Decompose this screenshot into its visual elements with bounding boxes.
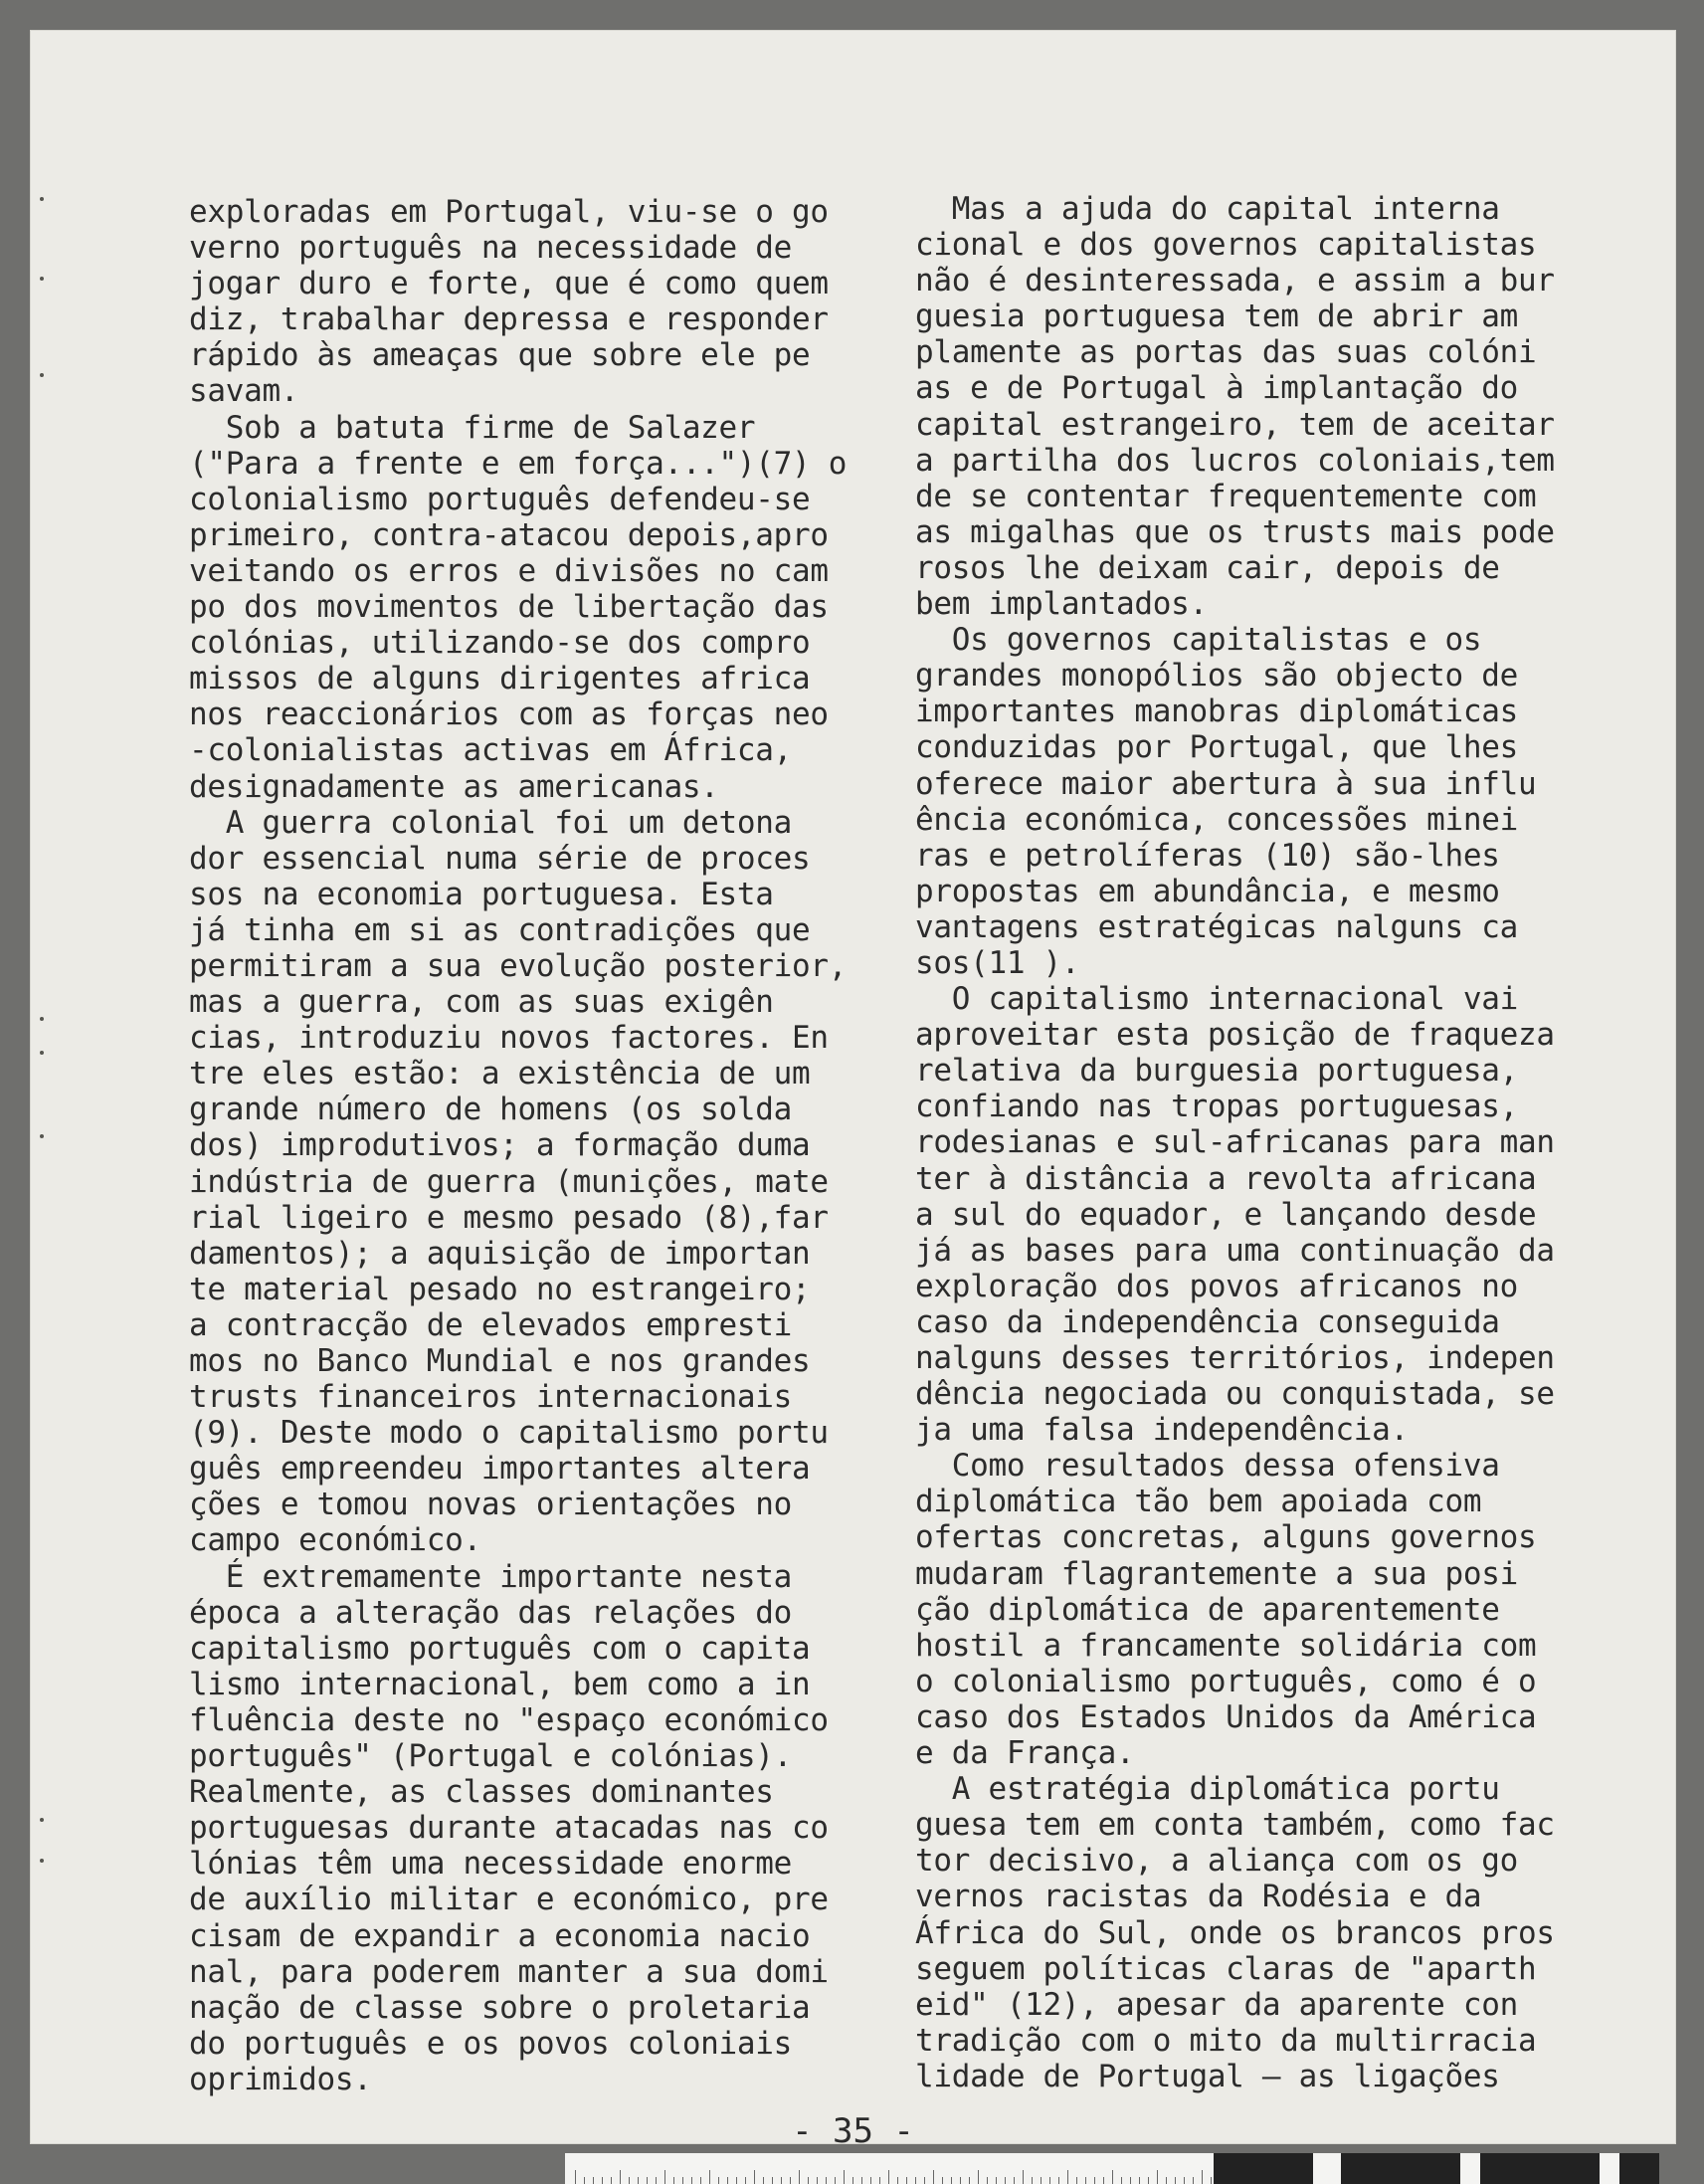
margin-mark <box>40 1051 44 1055</box>
ruler-tick <box>1023 2170 1024 2184</box>
text-line: capitalismo português com o capita <box>189 1630 811 1667</box>
text-line: Mas a ajuda do capital interna <box>915 191 1500 227</box>
text-line: jogar duro e forte, que é como quem <box>189 266 829 302</box>
text-line: hostil a francamente solidária com <box>915 1627 1537 1664</box>
text-line: Como resultados dessa ofensiva <box>915 1448 1500 1485</box>
text-line: confiando nas tropas portuguesas, <box>915 1089 1518 1125</box>
text-line: te material pesado no estrangeiro; <box>189 1271 811 1307</box>
ruler-tick <box>861 2177 862 2184</box>
margin-mark <box>40 197 44 201</box>
text-line: seguem políticas claras de "aparth <box>915 1950 1537 1987</box>
text-line: Os governos capitalistas e os <box>915 622 1482 659</box>
text-line: e da França. <box>915 1735 1135 1772</box>
text-line: O capitalismo internacional vai <box>915 981 1518 1018</box>
ruler-tick <box>808 2177 809 2184</box>
ruler-tick <box>638 2177 639 2184</box>
text-line: de se contentar frequentemente com <box>915 478 1537 514</box>
text-line: po dos movimentos de libertação das <box>189 589 829 626</box>
text-line: exploração dos povos africanos no <box>915 1268 1518 1304</box>
margin-mark <box>40 1134 44 1138</box>
ruler-tick <box>1121 2177 1122 2184</box>
ruler-tick <box>1184 2177 1185 2184</box>
ruler-tick <box>1103 2177 1104 2184</box>
text-line: portuguesas durante atacadas nas co <box>189 1810 829 1847</box>
ruler-tick <box>835 2177 836 2184</box>
text-line: rodesianas e sul-africanas para man <box>915 1124 1555 1161</box>
ruler-tick <box>584 2177 585 2184</box>
ruler-tick <box>1148 2177 1149 2184</box>
margin-mark <box>40 277 44 281</box>
margin-mark <box>40 373 44 377</box>
text-line: oprimidos. <box>189 2061 372 2097</box>
text-line: as e de Portugal à implantação do <box>915 370 1518 407</box>
ruler-tick <box>718 2177 719 2184</box>
text-line: sos na economia portuguesa. Esta <box>189 876 774 912</box>
margin-mark <box>40 1818 44 1822</box>
text-line: ência económica, concessões minei <box>915 801 1518 838</box>
text-line: ja uma falsa independência. <box>915 1412 1409 1449</box>
scale-ruler <box>565 2153 1659 2184</box>
ruler-tick <box>996 2177 997 2184</box>
ruler-tick <box>754 2170 755 2184</box>
text-line: diz, trabalhar depressa e responder <box>189 301 829 338</box>
text-line: exploradas em Portugal, viu-se o go <box>189 194 829 230</box>
ruler-tick <box>817 2177 818 2184</box>
text-line: propostas em abundância, e mesmo <box>915 873 1500 909</box>
text-line: conduzidas por Portugal, que lhes <box>915 729 1518 766</box>
text-line: tor decisivo, a aliança com os go <box>915 1843 1518 1880</box>
ruler-tick <box>1157 2170 1158 2184</box>
text-line: sos(11 ). <box>915 944 1080 981</box>
ruler-tick <box>897 2177 898 2184</box>
text-line: de auxílio militar e económico, pre <box>189 1882 829 1918</box>
ruler-tick <box>1130 2177 1131 2184</box>
ruler-tick <box>978 2170 979 2184</box>
text-line: damentos); a aquisição de importan <box>189 1235 811 1272</box>
text-line: É extremamente importante nesta <box>189 1558 792 1595</box>
ruler-tick <box>673 2177 674 2184</box>
text-line: -colonialistas activas em África, <box>189 732 792 769</box>
text-line: rosos lhe deixam cair, depois de <box>915 549 1500 586</box>
text-line: ção diplomática de aparentemente <box>915 1591 1500 1628</box>
text-line: eid" (12), apesar da aparente con <box>915 1986 1518 2023</box>
text-line: vernos racistas da Rodésia e da <box>915 1879 1482 1915</box>
ruler-tick <box>915 2177 916 2184</box>
ruler-tick <box>1014 2177 1015 2184</box>
ruler-tick <box>1211 2177 1212 2184</box>
text-line: designadamente as americanas. <box>189 768 719 805</box>
ruler-tick <box>1193 2177 1194 2184</box>
text-line: português" (Portugal e colónias). <box>189 1738 792 1775</box>
ruler-tick <box>727 2177 728 2184</box>
text-line: capital estrangeiro, tem de aceitar <box>915 406 1555 443</box>
text-line: a contracção de elevados empresti <box>189 1306 792 1343</box>
ruler-tick <box>664 2170 665 2184</box>
right-text-column <box>915 191 1646 2094</box>
text-line: ofertas concretas, alguns governos <box>915 1519 1537 1556</box>
ruler-tick <box>1112 2170 1113 2184</box>
ruler-tick <box>709 2170 710 2184</box>
text-line: lónias têm uma necessidade enorme <box>189 1846 792 1883</box>
ruler-tick <box>1067 2170 1068 2184</box>
ruler-tick <box>799 2170 800 2184</box>
left-text-column <box>189 194 895 2097</box>
text-line: cisam de expandir a economia nacio <box>189 1917 811 1954</box>
text-line: nal, para poderem manter a sua domi <box>189 1953 829 1990</box>
text-line: veitando os erros e divisões no cam <box>189 552 829 589</box>
ruler-tick <box>1049 2177 1050 2184</box>
text-line: guesia portuguesa tem de abrir am <box>915 298 1518 335</box>
text-line: guesa tem em conta também, como fac <box>915 1807 1555 1844</box>
text-line: caso dos Estados Unidos da América <box>915 1698 1537 1735</box>
text-line: bem implantados. <box>915 586 1208 623</box>
text-line: a sul do equador, e lançando desde <box>915 1196 1537 1233</box>
ruler-block <box>1480 2153 1600 2184</box>
ruler-tick <box>647 2177 648 2184</box>
text-line: colónias, utilizando-se dos compro <box>189 625 811 662</box>
text-line: aproveitar esta posição de fraqueza <box>915 1017 1555 1054</box>
ruler-tick <box>1032 2177 1033 2184</box>
text-line: Realmente, as classes dominantes <box>189 1774 774 1811</box>
text-line: importantes manobras diplomáticas <box>915 694 1518 730</box>
ruler-tick <box>1175 2177 1176 2184</box>
text-line: já tinha em si as contradições que <box>189 911 811 948</box>
ruler-tick <box>1005 2177 1006 2184</box>
text-line: dência negociada ou conquistada, se <box>915 1376 1555 1413</box>
margin-mark <box>40 1859 44 1863</box>
text-line: relativa da burguesia portuguesa, <box>915 1053 1518 1090</box>
text-line: missos de alguns dirigentes africa <box>189 661 811 697</box>
ruler-tick <box>870 2177 871 2184</box>
text-line: ter à distância a revolta africana <box>915 1160 1537 1197</box>
ruler-tick <box>700 2177 701 2184</box>
text-line: do português e os povos coloniais <box>189 2025 792 2062</box>
ruler-tick <box>826 2177 827 2184</box>
text-line: savam. <box>189 373 299 410</box>
text-line: mas a guerra, com as suas exigên <box>189 984 774 1021</box>
text-line: tradição com o mito da multirracia <box>915 2022 1537 2059</box>
text-line: ("Para a frente e em força...")(7) o <box>189 445 848 482</box>
ruler-block <box>1619 2153 1659 2184</box>
ruler-tick <box>1085 2177 1086 2184</box>
text-line: indústria de guerra (munições, mate <box>189 1163 829 1200</box>
text-line: A guerra colonial foi um detona <box>189 804 792 841</box>
ruler-tick <box>629 2177 630 2184</box>
text-line: lidade de Portugal — as ligações <box>915 2058 1500 2094</box>
ruler-tick <box>1202 2170 1203 2184</box>
text-line: nos reaccionários com as forças neo <box>189 696 829 733</box>
text-line: rial ligeiro e mesmo pesado (8),far <box>189 1199 829 1236</box>
ruler-block <box>1214 2153 1313 2184</box>
text-line: dor essencial numa série de proces <box>189 840 811 877</box>
ruler-tick <box>763 2177 764 2184</box>
ruler-tick <box>960 2177 961 2184</box>
text-line: oferece maior abertura à sua influ <box>915 765 1537 802</box>
text-line: rápido às ameaças que sobre ele pe <box>189 337 811 374</box>
ruler-tick <box>888 2170 889 2184</box>
text-line: mos no Banco Mundial e nos grandes <box>189 1343 811 1379</box>
text-line: campo económico. <box>189 1522 481 1559</box>
text-line: lismo internacional, bem como a in <box>189 1666 811 1702</box>
text-line: nalguns desses territórios, indepen <box>915 1340 1555 1376</box>
page-number: - 35 - <box>792 2111 914 2151</box>
margin-mark <box>40 1017 44 1021</box>
text-line: já as bases para uma continuação da <box>915 1232 1555 1269</box>
text-line: mudaram flagrantemente a sua posi <box>915 1555 1518 1592</box>
text-line: tre eles estão: a existência de um <box>189 1056 811 1092</box>
text-line: não é desinteressada, e assim a bur <box>915 263 1555 299</box>
text-line: verno português na necessidade de <box>189 230 792 267</box>
text-line: cias, introduziu novos factores. En <box>189 1020 829 1057</box>
ruler-tick <box>736 2177 737 2184</box>
ruler-tick <box>620 2170 621 2184</box>
ruler-tick <box>602 2177 603 2184</box>
ruler-tick <box>656 2177 657 2184</box>
text-line: permitiram a sua evolução posterior, <box>189 947 848 984</box>
text-line: (9). Deste modo o capitalismo portu <box>189 1415 829 1452</box>
ruler-tick <box>1094 2177 1095 2184</box>
document-page <box>30 30 1676 2151</box>
ruler-tick <box>611 2177 612 2184</box>
ruler-tick <box>745 2177 746 2184</box>
text-line: ções e tomou novas orientações no <box>189 1487 792 1523</box>
text-line: ras e petrolíferas (10) são-lhes <box>915 837 1500 874</box>
ruler-tick <box>772 2177 773 2184</box>
ruler-tick <box>1139 2177 1140 2184</box>
text-line: primeiro, contra-atacou depois,apro <box>189 516 829 553</box>
ruler-tick <box>575 2170 576 2184</box>
text-line: colonialismo português defendeu-se <box>189 481 811 517</box>
text-line: cional e dos governos capitalistas <box>915 227 1537 264</box>
ruler-tick <box>781 2177 782 2184</box>
ruler-tick <box>691 2177 692 2184</box>
ruler-tick <box>1058 2177 1059 2184</box>
ruler-tick <box>593 2177 594 2184</box>
text-line: a partilha dos lucros coloniais,tem <box>915 442 1555 479</box>
text-line: trusts financeiros internacionais <box>189 1379 792 1416</box>
text-line: dos) improdutivos; a formação duma <box>189 1127 811 1164</box>
ruler-tick <box>790 2177 791 2184</box>
ruler-tick <box>844 2170 845 2184</box>
ruler-tick <box>924 2177 925 2184</box>
text-line: vantagens estratégicas nalguns ca <box>915 908 1518 945</box>
ruler-tick <box>987 2177 988 2184</box>
ruler-tick <box>951 2177 952 2184</box>
text-line: diplomática tão bem apoiada com <box>915 1484 1482 1520</box>
ruler-tick <box>969 2177 970 2184</box>
ruler-tick <box>1166 2177 1167 2184</box>
text-line: o colonialismo português, como é o <box>915 1663 1537 1699</box>
ruler-tick <box>942 2177 943 2184</box>
text-line: guês empreendeu importantes altera <box>189 1451 811 1488</box>
ruler-tick <box>906 2177 907 2184</box>
text-line: África do Sul, onde os brancos pros <box>915 1914 1555 1951</box>
ruler-tick <box>933 2170 934 2184</box>
ruler-tick <box>1076 2177 1077 2184</box>
text-line: fluência deste no "espaço económico <box>189 1701 829 1738</box>
text-line: nação de classe sobre o proletaria <box>189 1989 811 2026</box>
text-line: grandes monopólios são objecto de <box>915 658 1518 695</box>
ruler-tick <box>852 2177 853 2184</box>
ruler-block <box>1341 2153 1460 2184</box>
text-line: as migalhas que os trusts mais pode <box>915 513 1555 550</box>
text-line: A estratégia diplomática portu <box>915 1771 1500 1808</box>
text-line: época a alteração das relações do <box>189 1594 792 1631</box>
text-line: caso da independência conseguida <box>915 1303 1500 1340</box>
ruler-tick <box>879 2177 880 2184</box>
text-line: plamente as portas das suas colóni <box>915 334 1537 371</box>
ruler-tick <box>682 2177 683 2184</box>
text-line: grande número de homens (os solda <box>189 1092 792 1128</box>
text-line: Sob a batuta firme de Salazer <box>189 409 756 446</box>
